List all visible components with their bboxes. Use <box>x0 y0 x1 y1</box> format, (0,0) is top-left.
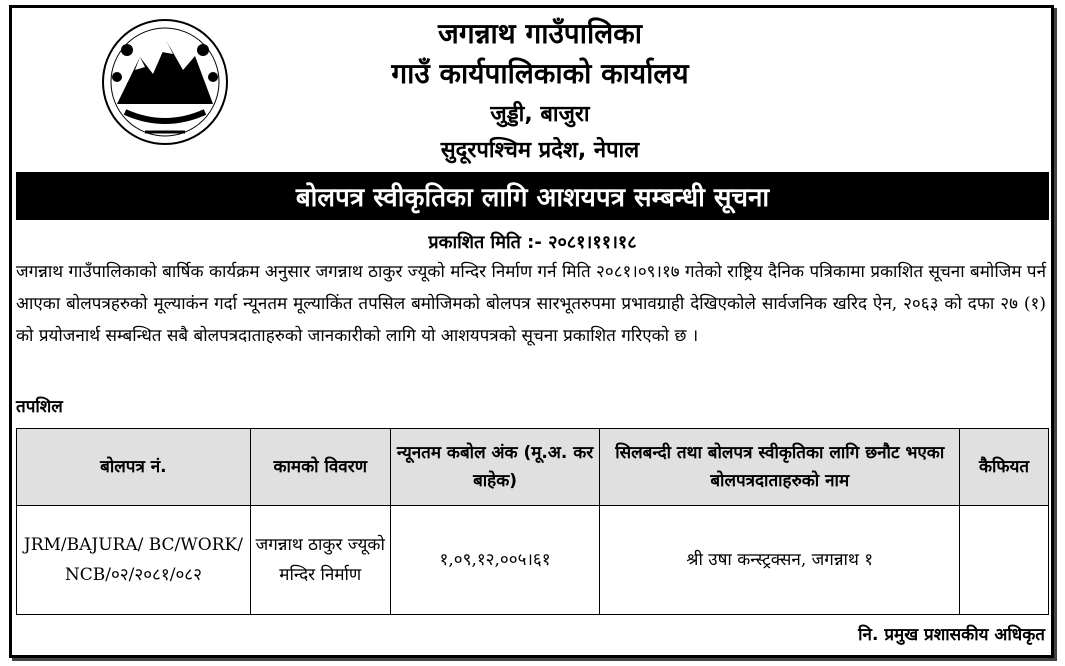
signature-title: नि. प्रमुख प्रशासकीय अधिकृत <box>858 625 1045 645</box>
header-min-bid-amount: न्यूनतम कबोल अंक (मू.अ. कर बाहेक) <box>390 429 600 506</box>
header-selected-bidder: सिलबन्दी तथा बोलपत्र स्वीकृतिका लागि छनौट भएका बोलपत्रदाताहरुको नाम <box>600 429 960 506</box>
notice-paragraph: जगन्नाथ गाउँपालिकाको बार्षिक कार्यक्रम अनुसार जगन्नाथ ठाकुर ज्यूको मन्दिर निर्माण गर्न मिति २०८१।०९।१७ गतेको राष्ट्रिय दैनिक पत्रिकामा प्रकाशित सूचना बमोजिम पर्न आएका बोलपत्रहरुको मूल्याकंन गर्दा न्यूनतम मूल्याकिंत तपसिल बमोजिमको बोलपत्र सारभूतरुपमा प्रभावग्राही देखिएकोले सार्वजनिक खरिद ऐन, २०६३ को दफा २७ (१) को प्रयोजनार्थ सम्बन्धित सबै बोलपत्रदाताहरुको जानकारीको लागि यो आशयपत्रको सूचना प्रकाशित गरिएको छ । <box>16 262 1046 346</box>
cell-selected-bidder: श्री उषा कन्स्ट्रक्सन, जगन्नाथ १ <box>600 506 960 615</box>
nepal-emblem-icon <box>95 12 235 152</box>
header-work-description: कामको विवरण <box>250 429 390 506</box>
province-country: सुदूरपश्चिम प्रदेश, नेपाल <box>440 138 640 163</box>
municipality-name: जगन्नाथ गाउँपालिका <box>438 17 642 50</box>
details-heading: तपशिल <box>16 397 63 417</box>
cell-work-description: जगन्नाथ ठाकुर ज्यूको मन्दिर निर्माण <box>250 506 390 615</box>
cell-remarks <box>960 506 1049 615</box>
header-bid-number: बोलपत्र नं. <box>17 429 251 506</box>
notice-title: बोलपत्र स्वीकृतिका लागि आशयपत्र सम्बन्धी सूचना <box>295 183 770 213</box>
published-date: प्रकाशित मिति :- २०८१।११।१८ <box>428 232 637 253</box>
cell-min-bid-amount: १,०९,१२,००५।६१ <box>390 506 600 615</box>
office-name: गाउँ कार्यपालिकाको कार्यालय <box>391 57 689 90</box>
table-row <box>17 506 1049 615</box>
header-remarks: कैफियत <box>960 429 1049 506</box>
cell-bid-number: JRM/BAJURA/ BC/WORK/ NCB/०२/२०८१/०८२ <box>17 506 251 615</box>
notice-title-banner <box>16 172 1049 220</box>
bid-table <box>16 428 1049 615</box>
office-location: जुड्डी, बाजुरा <box>490 102 590 127</box>
table-header-row <box>17 429 1049 506</box>
